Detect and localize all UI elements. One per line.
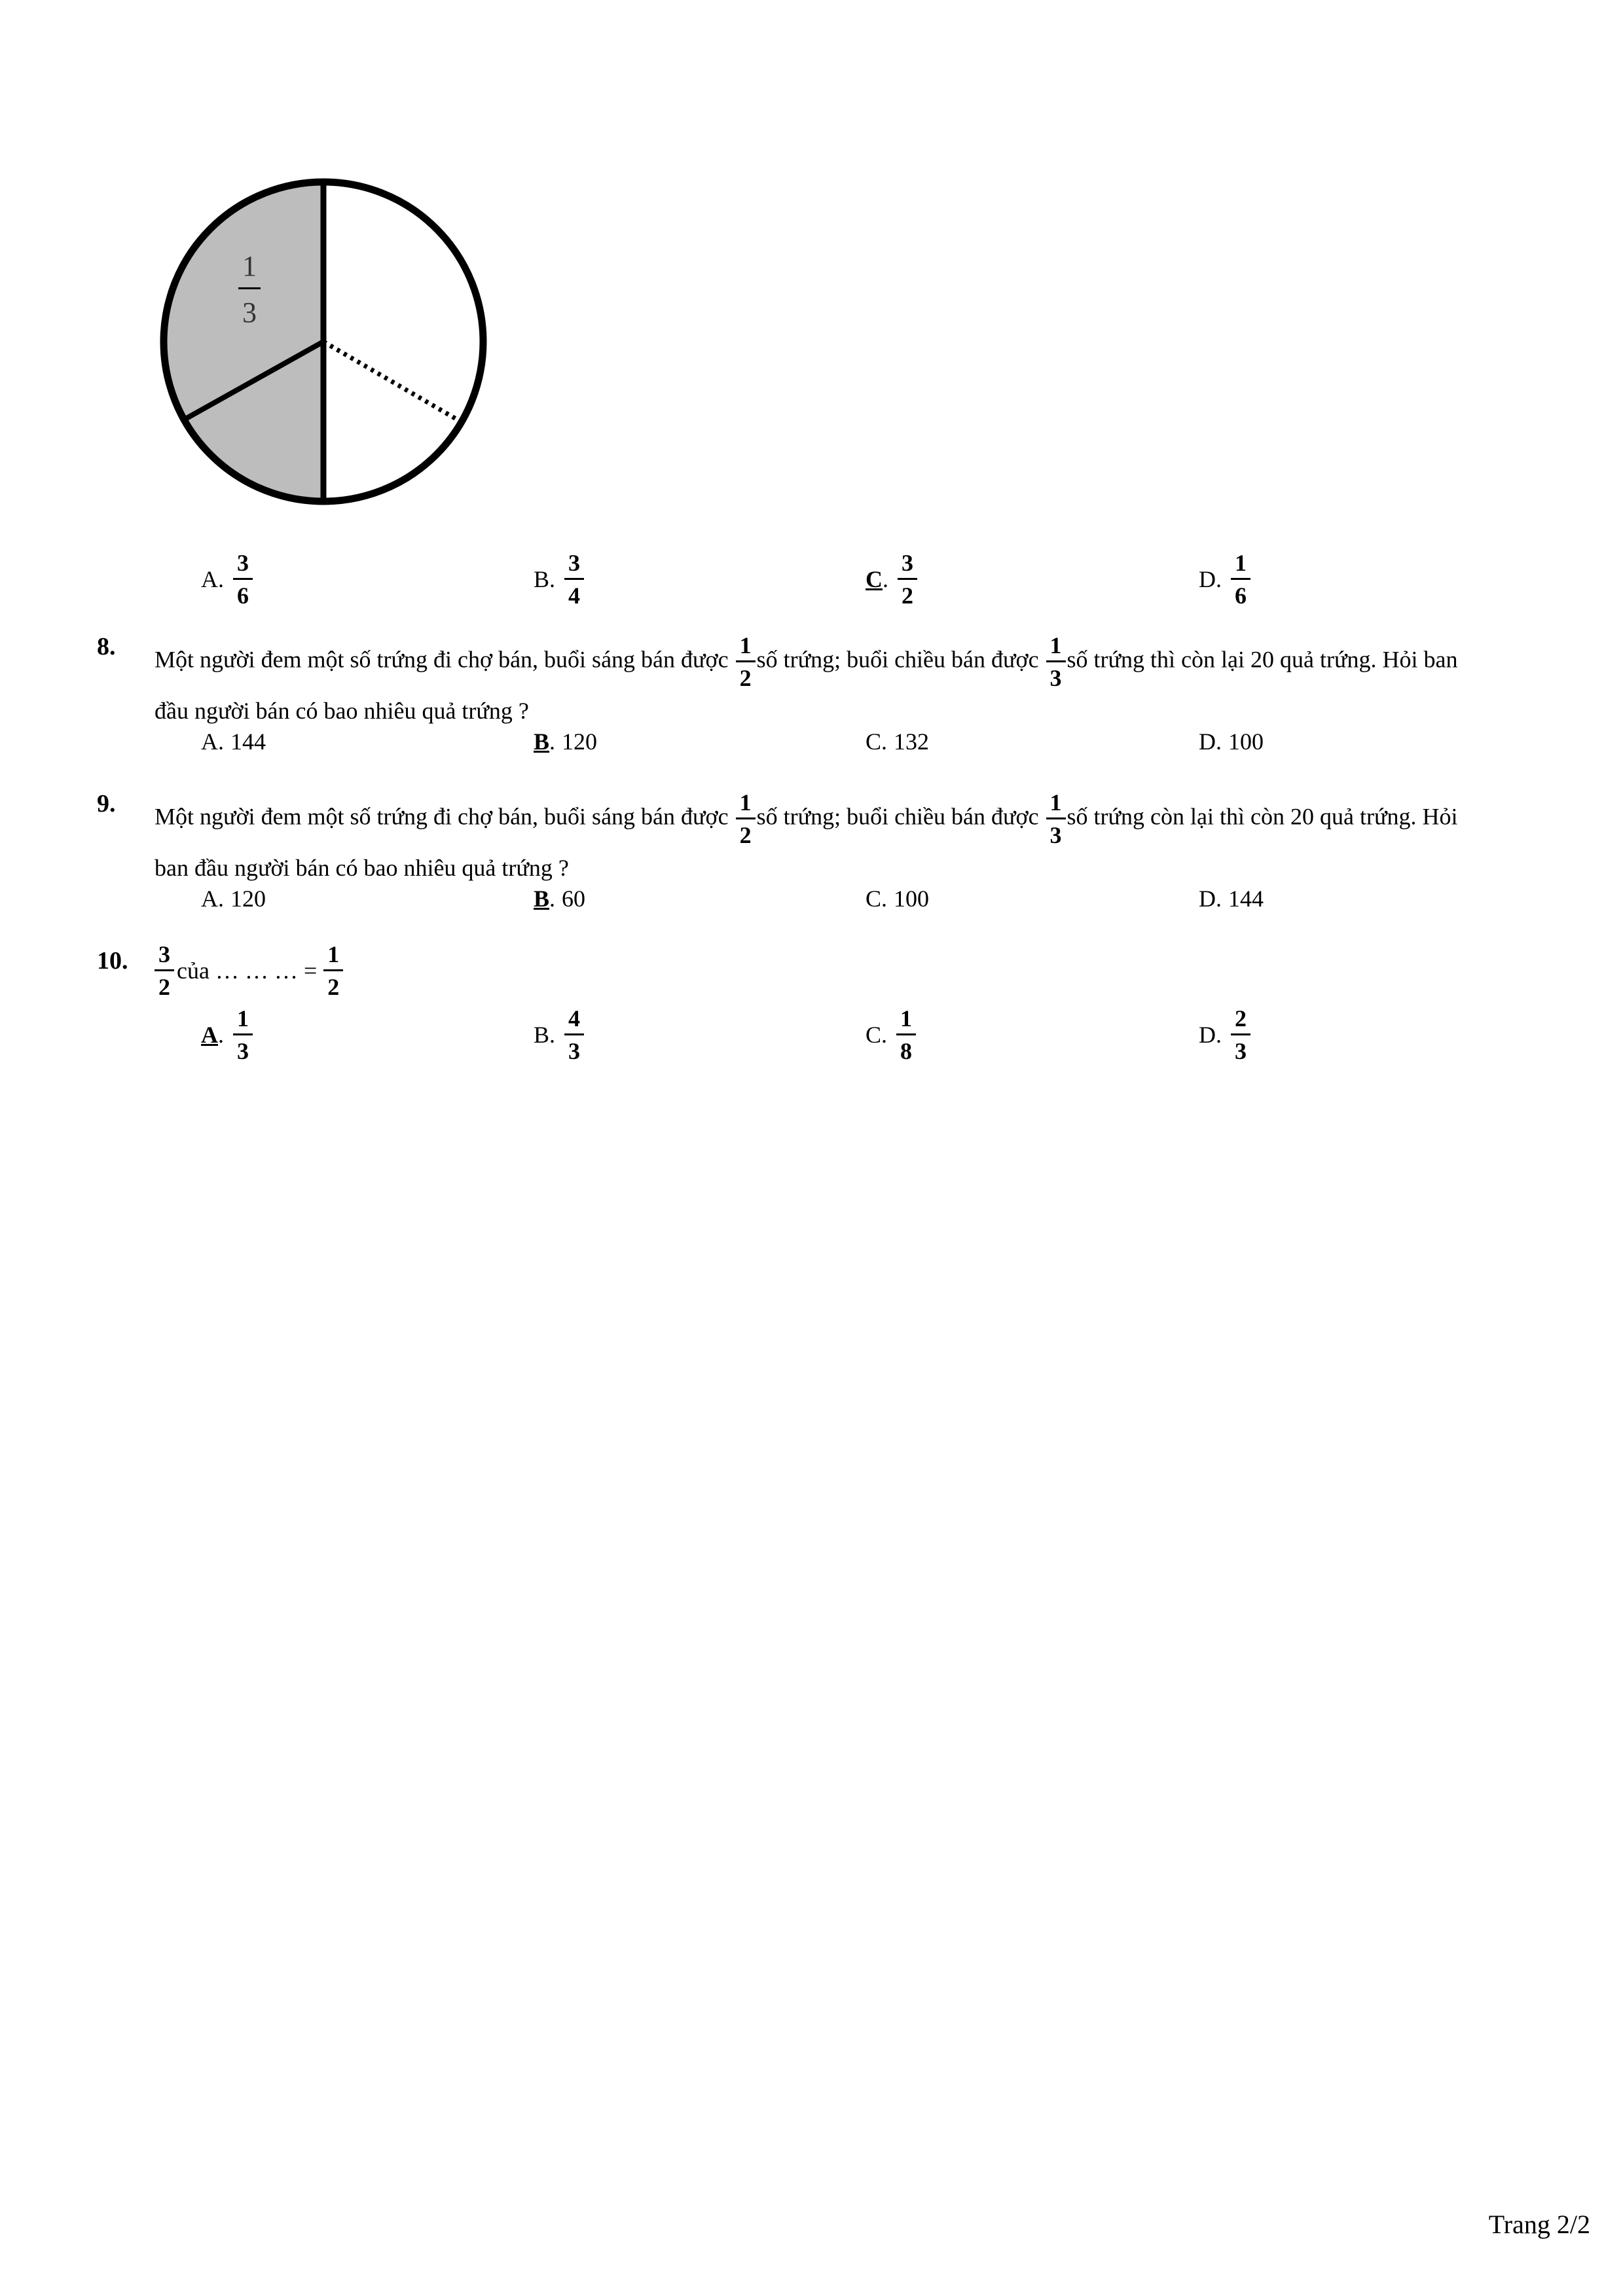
q10-option-c-num: 1 (896, 1007, 916, 1035)
q9-text-part2: số trứng; buổi chiều bán được (756, 803, 1039, 830)
q10-option-a[interactable] (201, 1007, 255, 1063)
pie-label-fraction (236, 252, 263, 327)
q7-option-d-label: D. (1199, 566, 1222, 592)
q9-option-b[interactable] (534, 885, 585, 912)
q9-frac1-den: 2 (739, 822, 752, 848)
q10-option-d-label: D. (1199, 1022, 1222, 1048)
q8-option-b-label: B (534, 728, 550, 755)
q7-option-c-den: 2 (902, 583, 913, 609)
q7-option-a-den: 6 (237, 583, 249, 609)
q10-frac1-den: 2 (158, 974, 170, 1000)
q10-frac2-num: 1 (323, 942, 343, 971)
q9-text-line2: ban đầu người bán có bao nhiêu quả trứng ? (155, 855, 569, 881)
pie-shaded-half (164, 182, 323, 501)
q8-frac2-den: 3 (1049, 665, 1062, 691)
q10-text (155, 942, 346, 999)
q8-option-d-label: D. (1199, 728, 1222, 755)
q10-frac2-den: 2 (327, 974, 340, 1000)
q9-option-b-suffix: . (549, 886, 556, 912)
q9-frac1-num: 1 (736, 791, 756, 819)
q9-frac2-num: 1 (1046, 791, 1066, 819)
q7-option-c-label: C (866, 566, 883, 592)
q9-option-b-value: 60 (562, 886, 586, 912)
q10-option-c-label: C. (866, 1022, 888, 1048)
q8-option-d[interactable] (1199, 728, 1264, 755)
q8-option-b-suffix: . (549, 728, 556, 755)
q10-text-part1: của … … … = (177, 958, 318, 984)
q7-option-b[interactable] (534, 551, 587, 607)
q9-text-part3: số trứng còn lại thì còn 20 quả trứng. Hỏi (1067, 803, 1458, 830)
q8-option-c-value: 132 (894, 728, 930, 755)
q10-option-d-den: 3 (1235, 1038, 1247, 1064)
q8-option-a-value: 144 (230, 728, 266, 755)
q10-option-a-num: 1 (233, 1007, 253, 1035)
q7-option-b-den: 4 (568, 583, 581, 609)
q8-option-a-label: A. (201, 728, 224, 755)
q8-option-d-value: 100 (1228, 728, 1264, 755)
q8-option-b-value: 120 (562, 728, 598, 755)
q7-option-a[interactable] (201, 551, 255, 607)
q8-frac2-num: 1 (1046, 634, 1066, 662)
q8-text-part3: số trứng thì còn lại 20 quả trứng. Hỏi ban (1067, 646, 1458, 673)
q10-frac1-num: 3 (155, 942, 174, 971)
pie-label-num: 1 (238, 252, 261, 289)
q8-text (155, 634, 1582, 732)
q8-text-part1: Một người đem một số trứng đi chợ bán, buổi sáng bán được (155, 646, 729, 673)
q9-text (155, 791, 1582, 889)
q8-option-b[interactable] (534, 728, 597, 755)
q10-option-d[interactable] (1199, 1007, 1253, 1063)
q9-option-d[interactable] (1199, 885, 1264, 912)
q10-number: 10. (97, 947, 128, 975)
q9-option-d-label: D. (1199, 886, 1222, 912)
q10-option-b[interactable] (534, 1007, 587, 1063)
q8-frac1-num: 1 (736, 634, 756, 662)
q9-number: 9. (97, 790, 116, 817)
q7-option-d[interactable] (1199, 551, 1253, 607)
q7-option-c-num: 3 (898, 551, 917, 580)
q9-option-c-value: 100 (894, 886, 930, 912)
q7-option-b-num: 3 (564, 551, 584, 580)
q10-option-a-label: A (201, 1022, 218, 1048)
q8-number: 8. (97, 633, 116, 660)
q10-option-a-suffix: . (218, 1022, 224, 1048)
q8-text-line2: đầu người bán có bao nhiêu quả trứng ? (155, 698, 529, 724)
q9-option-c[interactable] (866, 885, 929, 912)
q10-option-b-num: 4 (564, 1007, 584, 1035)
q9-option-a[interactable] (201, 885, 266, 912)
q7-option-d-den: 6 (1235, 583, 1247, 609)
q7-option-a-num: 3 (233, 551, 253, 580)
pie-diagram (151, 171, 498, 512)
q10-option-c-den: 8 (900, 1038, 913, 1064)
q7-option-a-label: A. (201, 566, 224, 592)
q9-option-c-label: C. (866, 886, 888, 912)
q7-option-d-num: 1 (1231, 551, 1250, 580)
page-number: Trang 2/2 (1488, 2210, 1590, 2239)
q9-option-a-label: A. (201, 886, 224, 912)
q7-option-b-label: B. (534, 566, 556, 592)
q7-option-c-suffix: . (883, 566, 888, 592)
q10-option-b-den: 3 (568, 1038, 581, 1064)
q10-option-c[interactable] (866, 1007, 919, 1063)
q10-option-d-num: 2 (1231, 1007, 1250, 1035)
q9-option-d-value: 144 (1228, 886, 1264, 912)
q10-option-b-label: B. (534, 1022, 556, 1048)
q8-option-a[interactable] (201, 728, 266, 755)
q8-option-c[interactable] (866, 728, 929, 755)
pie-label-den: 3 (242, 296, 257, 329)
q7-option-c[interactable] (866, 551, 920, 607)
q9-option-b-label: B (534, 886, 550, 912)
q9-text-part1: Một người đem một số trứng đi chợ bán, buổi sáng bán được (155, 803, 729, 830)
q9-option-a-value: 120 (230, 886, 266, 912)
q9-frac2-den: 3 (1049, 822, 1062, 848)
q8-frac1-den: 2 (739, 665, 752, 691)
q8-option-c-label: C. (866, 728, 888, 755)
q10-option-a-den: 3 (237, 1038, 249, 1064)
q8-text-part2: số trứng; buổi chiều bán được (756, 646, 1039, 673)
